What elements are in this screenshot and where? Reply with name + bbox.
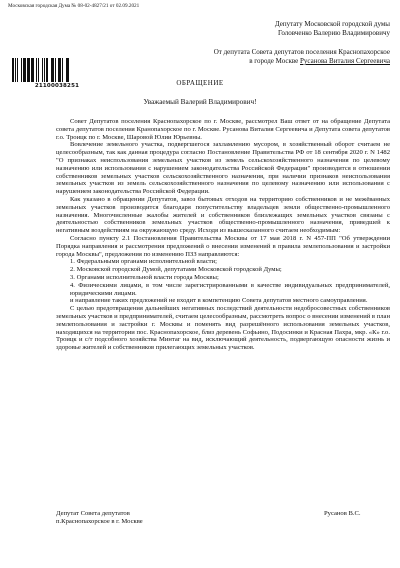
signatory-name: Русанов В.С. bbox=[324, 510, 361, 517]
list-item-4: 4. Физическими лицами, в том числе зарегистрированными в качестве индивидуальных предпринимателей, юридическими лицами. bbox=[70, 281, 390, 297]
list-item-1: 1. Федеральными органами исполнительной власти; bbox=[70, 258, 217, 266]
addressee-block bbox=[215, 20, 390, 38]
document-title: ОБРАЩЕНИЕ bbox=[176, 79, 224, 87]
sender-line-2-prefix: в городе Москве bbox=[249, 57, 301, 65]
signatory-position bbox=[56, 510, 143, 526]
closing-paragraph: С целью предотвращения дальнейших негативных последствий деятельности недобросовестных собственников земельных участков и предпринимателей, считаем целесообразным, рассмотреть вопрос о внесении изменений в план землепользования и застройки г. Москвы и поменять вид разрешённого использования земельных участков, находящихся на территории пос. Краснопахорское, близ деревень Софьино, Подосинки и Красная Пахра, мкр. «К» г.о. Троицк и с/т подсобного хозяйства Минтаг на вид, исключающий деятельность, подвергающую опасности жизнь и здоровье жителей и собственников прилегающих земельных участков. bbox=[56, 305, 390, 352]
greeting: Уважаемый Валерий Владимирович! bbox=[143, 98, 257, 106]
paragraph-2: Вовлечение земельного участка, подвергшегося захламлению мусором, в хозяйственный оборот считаем не целесообразным, так как данная процедура согласно Постановление Правительства РФ от 18 сентября 2020 г. N 1482 "О признаках неиспользования земельных участков из земель сельскохозяйственного назначения по целевому назначению или использования с нарушением законодательства Российской Федерации" производится в отношении собственников земельных участков сельскохозяйственного назначения, при наличии признаков неиспользования земельных участков из земель сельскохозяйственного назначения по целевому назначению или использования с нарушением законодательства Российской Федерации. bbox=[56, 141, 390, 196]
paragraph-4: Согласно пункту 2.1 Постановления Правительства Москвы от 17 мая 2018 г. N 457-ПП "Об утверждении Порядка направления и рассмотрения предложений о внесении изменений в правила землепользования и застройки города Москвы", предложения по изменению ПЗЗ направляются: bbox=[56, 234, 390, 258]
paragraph-after-list: и направление таких предложений не входит в компетенцию Совета депутатов местного самоуправления. bbox=[70, 297, 368, 305]
signatory-position-line-2: п.Краснопахорское в г. Москве bbox=[56, 518, 143, 525]
document-body bbox=[56, 118, 390, 352]
barcode-number: 21100038251 bbox=[34, 83, 80, 89]
list-item-3: 3. Органами исполнительной власти города Москвы; bbox=[70, 273, 219, 281]
sender-line-2 bbox=[150, 57, 390, 66]
sender-name: Русанова Виталия Сергеевича bbox=[300, 57, 390, 65]
sender-block bbox=[150, 48, 390, 66]
registration-stamp: Московская городская Дума № 08-02-4827/21 от 02.09.2021 bbox=[8, 3, 140, 9]
list-item-2: 2. Московской городской Думой, депутатами Московской городской Думы; bbox=[70, 266, 282, 274]
signatory-position-line-1: Депутат Совета депутатов bbox=[56, 510, 130, 517]
sender-line-1: От депутата Совета депутатов поселения Краснопахорское bbox=[213, 48, 390, 56]
paragraph-1: Совет Депутатов поселения Краснопахорское по г. Москве, рассмотрел Ваш ответ от на обращение Депутата совета депутатов поселения Кранопахорское по г. Москве. Русанова Виталия Сергеевича и Депутата совета депутатов г.о. Троицк по г. Москве, Шаровой Юлии Юрьевны. bbox=[56, 118, 390, 141]
paragraph-3: Как указано в обращении Депутатов, завоз бытовых отходов на территорию собственников и не межёванных земельных участков производится благодаря попустительству владельцев земли общественно-промышленного назначения. Многочисленные жалобы жителей и собственников близлежащих земельных участков связаны с деятельностью собственников земельных участков общественно-промышленного назначения, приведшей к негативным воздействиям на окружающую среду. Исходя из вышесказанного считаем необходимым: bbox=[56, 195, 390, 235]
addressee-line-1: Депутату Московской городской думы bbox=[274, 20, 390, 28]
addressee-line-2: Головченко Валерию Владимировичу bbox=[277, 29, 390, 37]
